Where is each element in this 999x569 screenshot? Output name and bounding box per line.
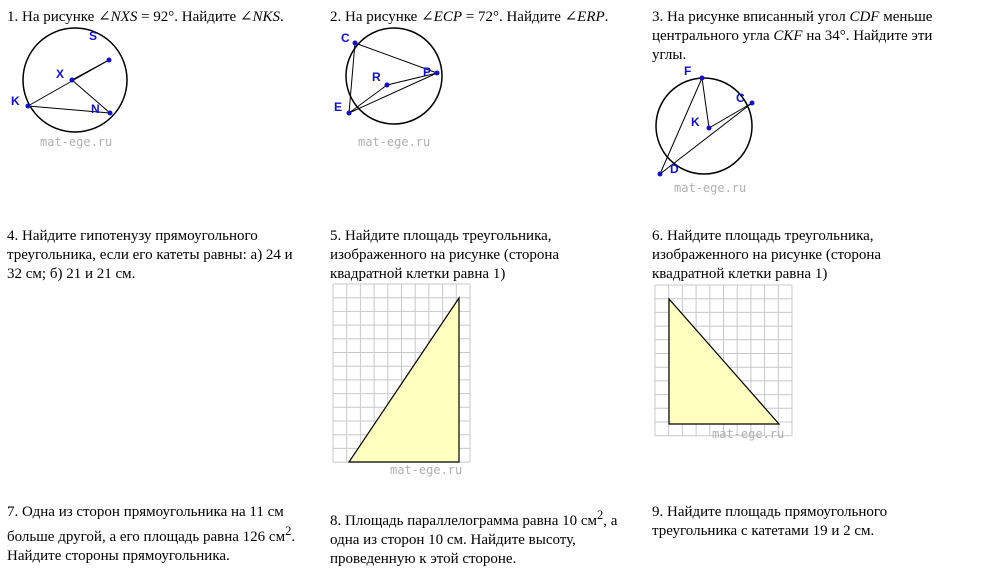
figure-1-circle <box>5 25 135 150</box>
label-c: C <box>736 91 745 105</box>
point-c <box>353 41 358 46</box>
problem-7: 7. Одна из сторон прямоугольника на 11 см больше другой, а его площадь равна 126 $см^2$. Найдите стороны прямоугольника. <box>7 504 296 564</box>
watermark: mat-ege.ru <box>40 135 113 149</box>
point-k <box>26 104 31 109</box>
label-f: F <box>684 64 692 78</box>
label-s: S <box>89 29 98 43</box>
label-p: P <box>423 65 432 79</box>
point-d <box>658 172 663 177</box>
point-x <box>70 78 75 83</box>
label-n: N <box>91 102 100 116</box>
problem-4: 4. Найдите гипотенузу прямоугольного треугольника, если его катеты равны: а) 24 и 32 см; б) 21 и 21 см. <box>7 228 293 282</box>
label-x: X <box>56 67 65 81</box>
problem-5: 5. Найдите площадь треугольника, изображенного на рисунке (сторона квадратной клетки равна 1) <box>330 228 560 282</box>
chord-ep <box>349 73 437 113</box>
watermark: mat-ege.ru <box>358 135 431 149</box>
label-e: E <box>334 100 343 114</box>
watermark: mat-ege.ru <box>390 463 463 477</box>
radius-kc <box>709 103 752 128</box>
point-s <box>107 58 112 63</box>
radius-re <box>349 85 387 113</box>
label-c: C <box>341 31 350 45</box>
figure-6-grid <box>652 282 797 442</box>
problem-1: 1. На рисунке ∠NXS = 92°. Найдите ∠NKS. <box>7 9 284 25</box>
radius-xs <box>72 60 109 80</box>
radius-kf <box>702 78 709 128</box>
problem-2: 2. На рисунке ∠ECP = 72°. Найдите ∠ERP. <box>330 9 609 25</box>
point-r <box>385 83 390 88</box>
point-f <box>700 76 705 81</box>
label-k: K <box>11 94 20 108</box>
problem-6: 6. Найдите площадь треугольника, изображенного на рисунке (сторона квадратной клетки равна 1) <box>652 228 882 282</box>
point-c <box>750 101 755 106</box>
figure-5-grid <box>330 282 475 479</box>
problem-8: 8. Площадь параллелограмма равна 10 $см^2$, а одна из сторон 10 см. Найдите высоту, проведенную к этой стороне. <box>330 508 618 567</box>
circle <box>23 28 127 132</box>
problem-3: 3. На рисунке вписанный угол CDF меньше центрального угла CKF на 34°. Найдите эти углы. <box>652 9 933 63</box>
point-n <box>108 111 113 116</box>
figure-3-circle <box>652 62 782 197</box>
watermark: mat-ege.ru <box>712 427 785 441</box>
point-e <box>347 111 352 116</box>
watermark: mat-ege.ru <box>674 181 747 195</box>
label-r: R <box>372 70 381 84</box>
figure-2-circle <box>330 25 460 153</box>
point-p <box>435 71 440 76</box>
label-d: D <box>670 162 679 176</box>
problem-9: 9. Найдите площадь прямоугольного треугольника с катетами 19 и 2 см. <box>652 504 888 539</box>
label-k: K <box>691 115 700 129</box>
point-k <box>707 126 712 131</box>
